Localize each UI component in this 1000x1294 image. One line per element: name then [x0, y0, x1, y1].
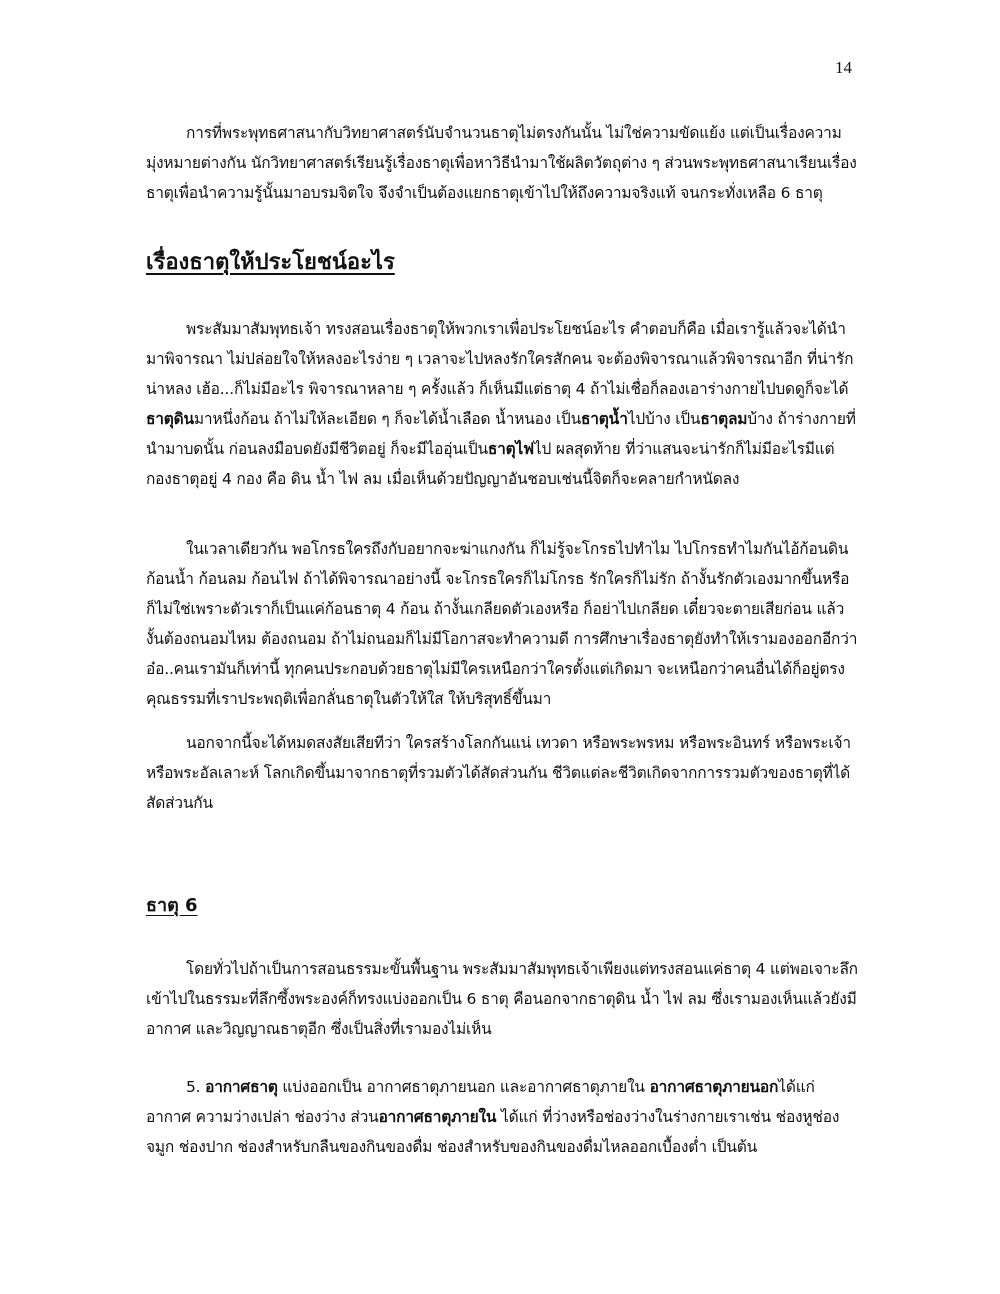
text-run: ได้แก่ ที่ว่างหรือช่องว่างในร่างกายเราเช่น ช่องหูช่องจมูก ช่องปาก ช่องสำหรับกลืนของกินของดื่ม ช่องสำหรับของกินของดื่มไหลออกเบื้องต่ำ เป็นต้น — [146, 1108, 840, 1156]
section-heading-benefits: เรื่องธาตุให้ประโยชน์อะไร — [146, 250, 395, 275]
text-run: มาหนึ่งก้อน ถ้าไม่ให้ละเอียด ๆ ก็จะได้น้ำเลือด น้ำหนอง เป็น — [193, 410, 581, 428]
page-number: 14 — [835, 58, 852, 77]
bold-term-internal-space: อากาศธาตุภายใน — [378, 1108, 497, 1126]
six-elements-paragraph-2 — [146, 1072, 858, 1162]
benefits-paragraph-1 — [146, 314, 858, 494]
six-elements-paragraph-1: โดยทั่วไปถ้าเป็นการสอนธรรมะขั้นพื้นฐาน พระสัมมาสัมพุทธเจ้าเพียงแต่ทรงสอนแค่ธาตุ 4 แต่พอเจาะลึกเข้าไปในธรรมะที่ลึกซึ้งพระองค์ก็ทรงแบ่งออกเป็น 6 ธาตุ คือนอกจากธาตุดิน น้ำ ไฟ ลม ซึ่งเรามองเห็นแล้วยังมีอากาศ และวิญญาณธาตุอีก ซึ่งเป็นสิ่งที่เรามองไม่เห็น — [146, 960, 858, 1038]
section-heading-six-elements: ธาตุ 6 — [146, 895, 198, 916]
bold-term-fire: ธาตุไฟ — [487, 440, 534, 458]
text-run: แบ่งออกเป็น อากาศธาตุภายนอก และอากาศธาตุภายใน — [277, 1078, 650, 1096]
benefits-paragraph-2: ในเวลาเดียวกัน พอโกรธใครถึงกับอยากจะฆ่าแกงกัน ก็ไม่รู้จะโกรธไปทำไม ไปโกรธทำไมกันไอ้ก้อนดินก้อนน้ำ ก้อนลม ก้อนไฟ ถ้าได้พิจารณาอย่างนี้ จะโกรธใครก็ไม่โกรธ รักใครก็ไม่รัก ถ้างั้นรักตัวเองมากขึ้นหรือก็ไม่ใช่เพราะตัวเราก็เป็นแค่ก้อนธาตุ 4 ก้อน ถ้างั้นเกลียดตัวเองหรือ ก็อย่าไปเกลียด เดี๋ยวจะตายเสียก่อน แล้วงั้นต้องถนอมไหม ต้องถนอม ถ้าไม่ถนอมก็ไม่มีโอกาสจะทำความดี การศึกษาเรื่องธาตุยังทำให้เรามองออกอีกว่าอ๋อ..คนเรามันก็เท่านี้ ทุกคนประกอบด้วยธาตุไม่มีใครเหนือกว่าใครตั้งแต่เกิดมา จะเหนือกว่าคนอื่นได้ก็อยู่ตรงคุณธรรมที่เราประพฤติเพื่อกลั่นธาตุในตัวให้ใส ให้บริสุทธิ์ขึ้นมา — [146, 540, 858, 708]
text-run: บ้าง ถ้าร่างกายที่นำมาบดนั้น ก่อนลงมือบดยังมีชีวิตอยู่ ก็จะมีไออุ่นเป็น — [146, 410, 856, 458]
intro-paragraph: การที่พระพุทธศาสนากับวิทยาศาสตร์นับจำนวนธาตุไม่ตรงกันนั้น ไม่ใช่ความขัดแย้ง แต่เป็นเรื่องความมุ่งหมายต่างกัน นักวิทยาศาสตร์เรียนรู้เรื่องธาตุเพื่อหาวิธีนำมาใช้ผลิตวัตถุต่าง ๆ ส่วนพระพุทธศาสนาเรียนเรื่องธาตุเพื่อนำความรู้นั้นมาอบรมจิตใจ จึงจำเป็นต้องแยกธาตุเข้าไปให้ถึงความจริงแท้ จนกระทั่งเหลือ 6 ธาตุ — [146, 124, 857, 202]
text-run: ไปบ้าง เป็น — [627, 410, 701, 428]
text-run: พระสัมมาสัมพุทธเจ้า ทรงสอนเรื่องธาตุให้พวกเราเพื่อประโยชน์อะไร คำตอบก็คือ เมื่อเรารู้แล้วจะได้นำมาพิจารณา ไม่ปล่อยใจให้หลงอะไรง่าย ๆ เวลาจะไปหลงรักใครสักคน จะต้องพิจารณาแล้วพิจารณาอีก ที่น่ารักน่าหลง เฮ้อ...ก็ไม่มีอะไร พิจารณาหลาย ๆ ครั้งแล้ว ก็เห็นมีแต่ธาตุ 4 ถ้าไม่เชื่อก็ลองเอาร่างกายไปบดดูก็จะได้ — [146, 320, 854, 398]
benefits-paragraph-3: นอกจากนี้จะได้หมดสงสัยเสียทีว่า ใครสร้างโลกกันแน่ เทวดา หรือพระพรหม หรือพระอินทร์ หรือพระเจ้าหรือพระอัลเลาะห์ โลกเกิดขึ้นมาจากธาตุที่รวมตัวได้สัดส่วนกัน ชีวิตแต่ละชีวิตเกิดจากการรวมตัวของธาตุที่ได้สัดส่วนกัน — [146, 734, 851, 812]
bold-term-external-space: อากาศธาตุภายนอก — [649, 1078, 779, 1096]
bold-term-water: ธาตุน้ำ — [580, 410, 628, 428]
bold-term-space-element: อากาศธาตุ — [205, 1078, 278, 1096]
text-run: 5. — [186, 1078, 206, 1096]
bold-term-wind: ธาตุลม — [700, 410, 748, 428]
text-run: ได้แก่อากาศ ความว่างเปล่า ช่องว่าง ส่วน — [146, 1078, 815, 1126]
bold-term-earth: ธาตุดิน — [146, 410, 194, 428]
text-run: ไป ผลสุดท้าย ที่ว่าแสนจะน่ารักก็ไม่มีอะไรมีแต่กองธาตุอยู่ 4 กอง คือ ดิน น้ำ ไฟ ลม เมื่อเห็นด้วยปัญญาอันชอบเช่นนี้จิตก็จะคลายกำหนัดลง — [146, 440, 835, 488]
